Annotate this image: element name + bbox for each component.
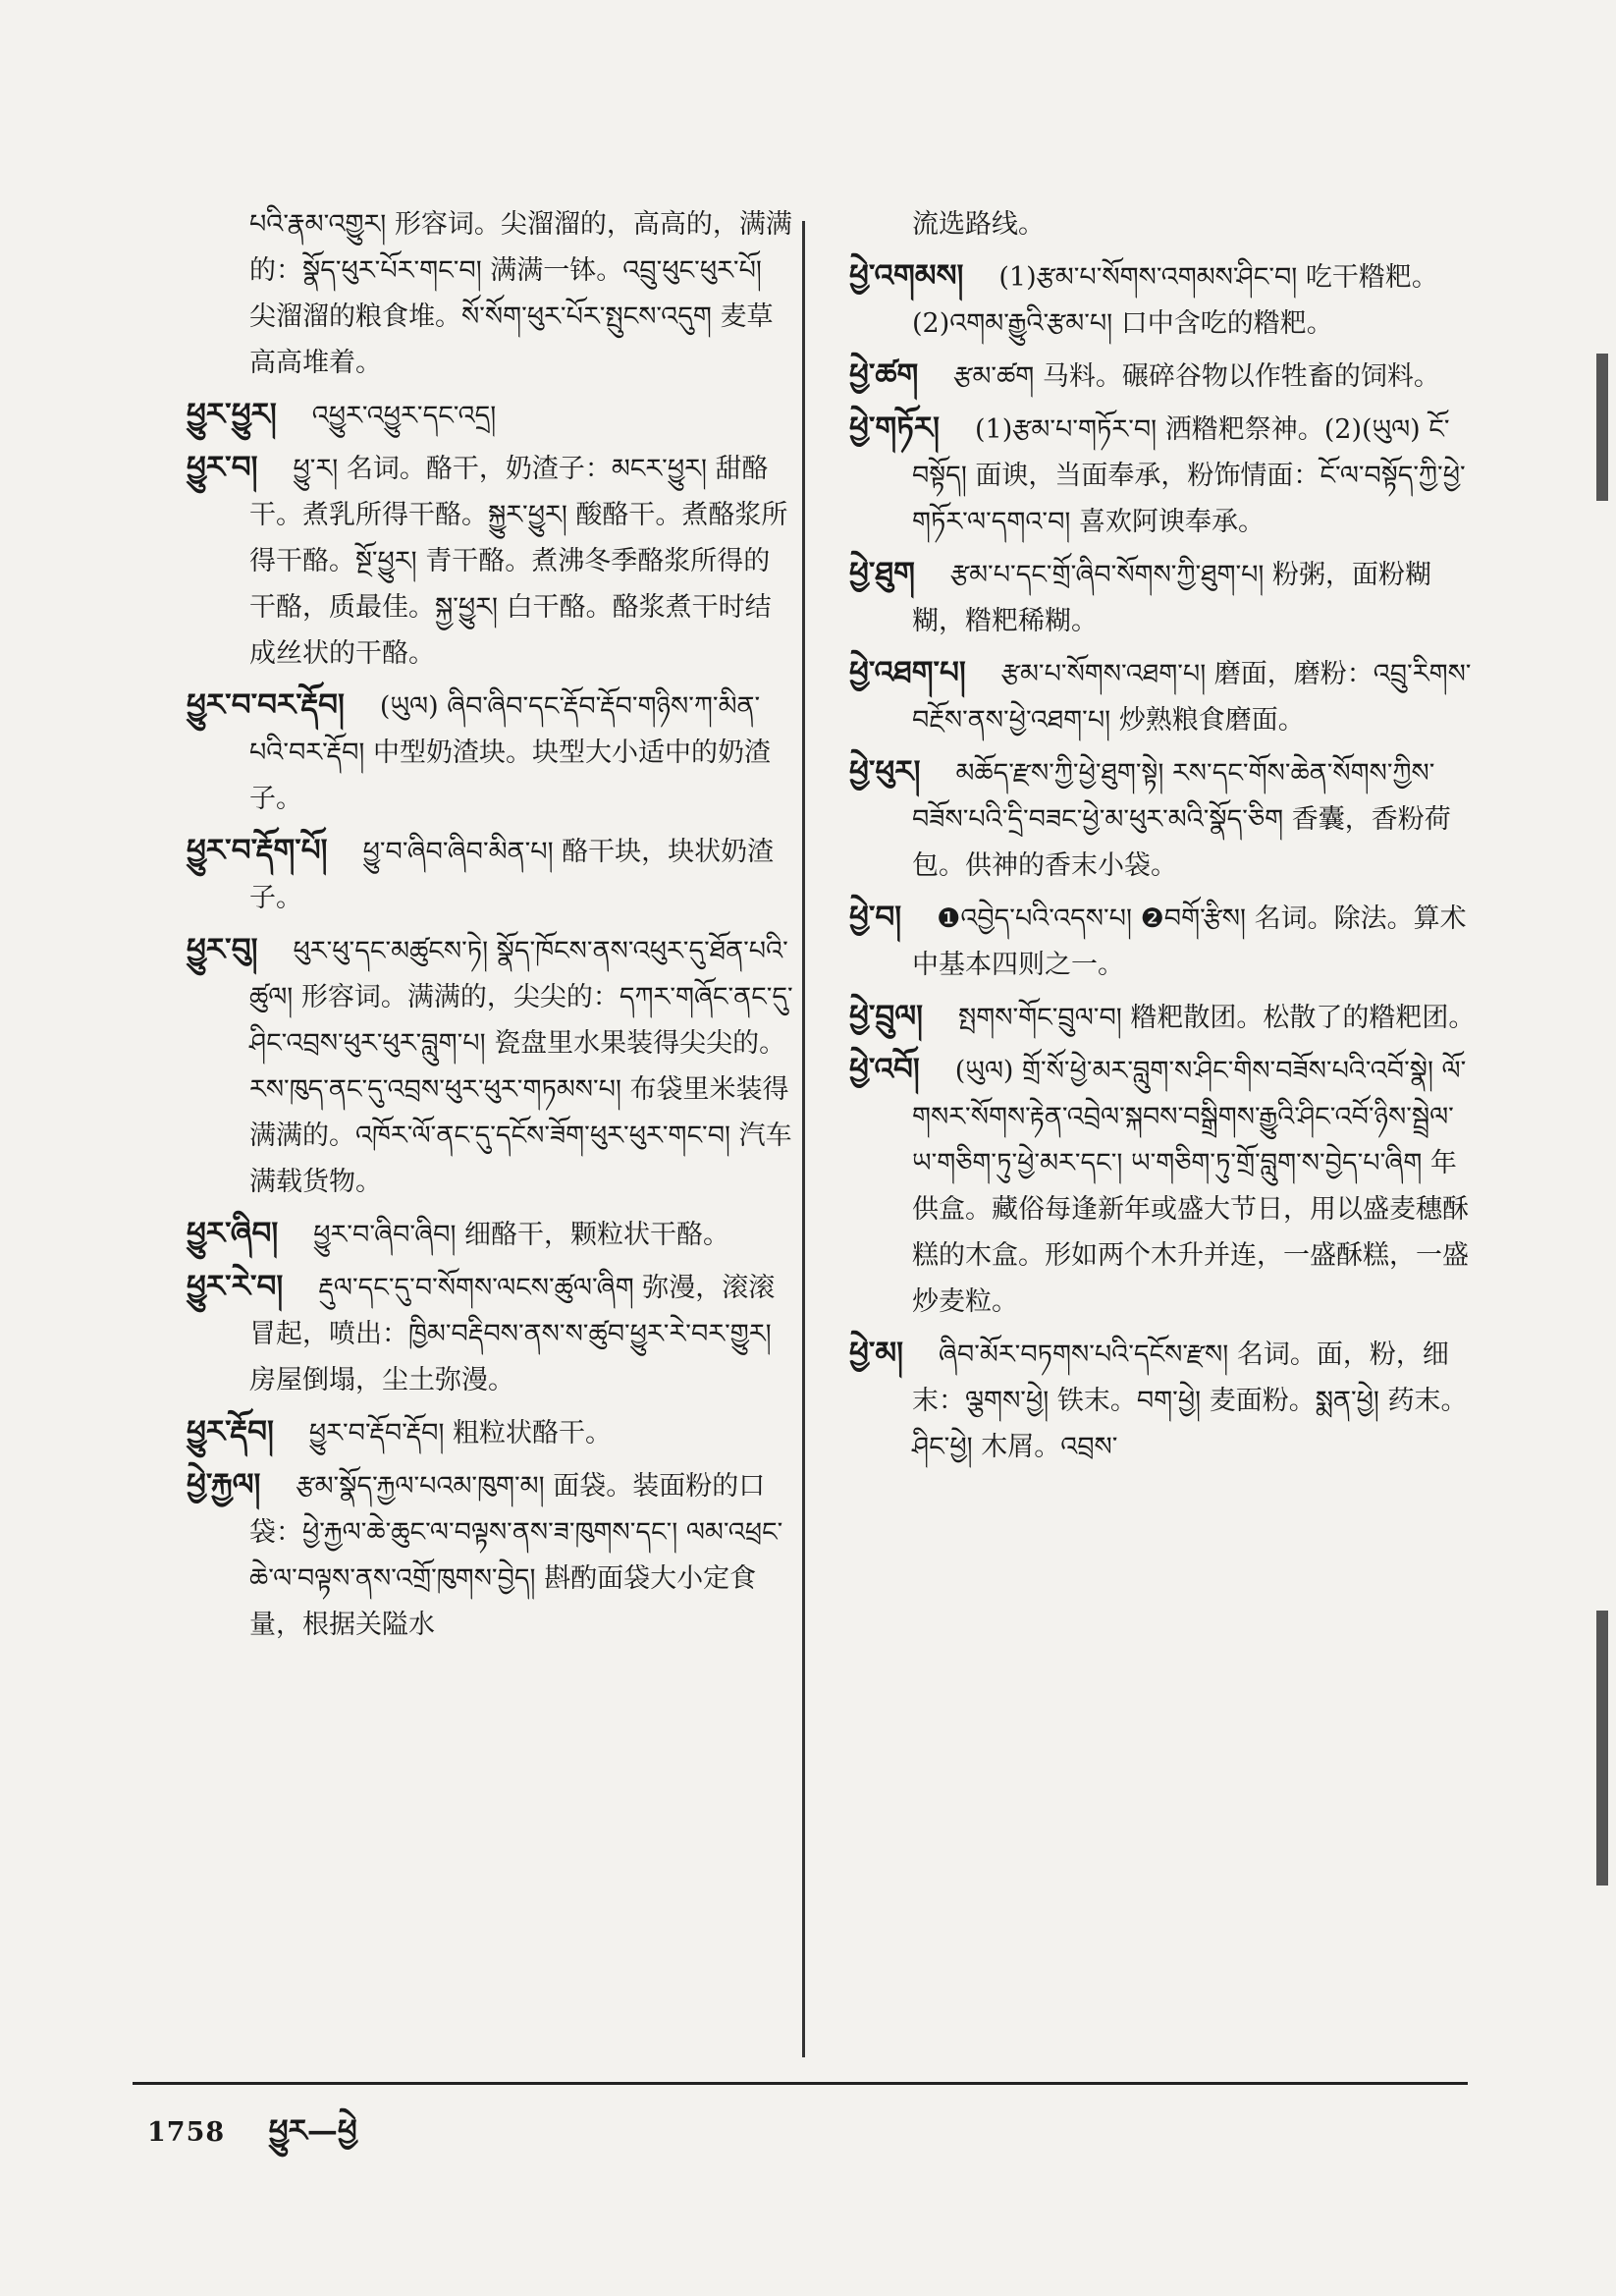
page-number: 1758 — [147, 2117, 226, 2148]
entry-definition: རྩམ་པ་སོགས་འཐག་པ། 磨面，磨粉：འབྲུ་རིགས་བརྔོས་ནས་ཕྱེ་འཐག་པ། 炒熟粮食磨面。 — [912, 659, 1472, 736]
entry-definition: 流选路线。 — [912, 209, 1045, 240]
dictionary-entry — [849, 994, 1478, 1041]
entry-headword: ཕྱེ་བ། — [849, 900, 902, 935]
entry-definition: ཕྱུ་ར། 名词。酪干，奶渣子：མངར་ཕྱུར། 甜酪干。煮乳所得干酪。སྐྱུར་ཕྱུར། 酸酪干。煮酪浆所得干酪。སྔོ་ཕྱུར། 青干酪。煮沸冬季酪浆所得的干酪，质最佳。སྐྱ་ཕྱུར། 白干酪。酪浆煮干时结成丝状的干酪。 — [249, 454, 788, 669]
dictionary-entry — [849, 749, 1478, 889]
entry-headword: ཕྱུར་ཕྱུར། — [187, 397, 277, 432]
entry-headword: ཕྱུར་བུ། — [187, 932, 258, 967]
dictionary-entry — [849, 895, 1478, 988]
entry-definition: ཕྱུར་བ་རྡོབ་རྡོབ། 粗粒状酪干。 — [308, 1418, 613, 1449]
entry-definition: ཕྱུར་བ་ཞིབ་ཞིབ། 细酪干，颗粒状干酪。 — [313, 1220, 730, 1250]
scan-edge-mark — [1596, 354, 1608, 501]
entry-definition: (ཡུལ) གྲོ་སོ་ཕྱེ་མར་བླུག་ས་ཤིང་གིས་བཟོས་པའི་འབོ་སྣེ། ལོ་གསར་སོགས་རྟེན་འབྲེལ་སྐབས་བསྒྲིགས་རྒྱུའི་ཤིང་འབོ་ཉིས་སྦྲེལ་ཡ་གཅིག་ཏུ་ཕྱེ་མར་དང་། ཡ་གཅིག་ཏུ་གྲོ་བླུག་ས་བྱེད་པ་ཞིག 年供盒。藏俗每逢新年或盛大节日，用以盛麦穗酥糕的木盒。形如两个木升并连，一盛酥糕，一盛炒麦粒。 — [912, 1056, 1469, 1317]
dictionary-entry — [187, 1211, 795, 1258]
entry-definition: ཕྱུ་བ་ཞིབ་ཞིབ་མིན་པ། 酪干块，块状奶渣子。 — [249, 837, 775, 913]
entry-headword: ཕྱུར་བ། — [187, 450, 258, 485]
page-footer — [147, 2097, 357, 2182]
entry-headword: ཕྱེ་ཕུར། — [849, 754, 921, 790]
entry-definition: (ཡུལ) ཞིབ་ཞིབ་དང་རྡོབ་རྡོབ་གཉིས་ཀ་མིན་པའི་བར་རྡོབ། 中型奶渣块。块型大小适中的奶渣子。 — [249, 691, 771, 814]
column-divider — [802, 221, 805, 2057]
entry-definition: ཞིབ་མོར་བཏགས་པའི་དངོས་རྫས། 名词。面，粉，细末：ལྕགས་ཕྱེ། 铁末。བག་ཕྱེ། 麦面粉。སྨན་ཕྱེ། 药末。ཤིང་ཕྱེ། 木屑。འབྲས་ — [912, 1339, 1468, 1462]
entry-headword: ཕྱུར་བ་བར་རྡོབ། — [187, 687, 345, 723]
entry-headword: ཕྱེ་འབོ། — [849, 1052, 920, 1087]
entry-headword: ཕྱེ་ཐུག — [849, 556, 915, 591]
entry-headword: ཕྱུར་ཞིབ། — [187, 1216, 279, 1251]
entry-headword: ཕྱེ་རྐྱལ། — [187, 1467, 261, 1503]
dictionary-entry — [849, 1047, 1478, 1325]
entry-definition: ❶འབྱེད་པའི་འདས་པ། ❷བགོ་རྩིས། 名词。除法。算术中基本四则之一。 — [912, 903, 1467, 980]
entry-headword: ཕྱེ་འགམས། — [849, 258, 964, 294]
entry-headword: ཕྱེ་མ། — [849, 1336, 904, 1371]
entry-headword: ཕྱེ་གཏོར། — [849, 410, 941, 446]
entry-definition: རྡུལ་དང་དུ་བ་སོགས་ལངས་ཚུལ་ཞིག 弥漫，滚滚冒起，喷出：ཁྱིམ་བརྡིབས་ནས་ས་ཚུབ་ཕྱུར་རེ་བར་གྱུར། 房屋倒塌，尘土弥漫。 — [249, 1273, 776, 1395]
dictionary-entry — [187, 1409, 795, 1456]
dictionary-entry — [187, 1264, 795, 1403]
dictionary-entry — [849, 353, 1478, 400]
dictionary-entry — [849, 650, 1478, 743]
entry-definition: འཕྱུར་འཕྱུར་དང་འདྲ། — [311, 401, 497, 431]
dictionary-entry — [187, 445, 795, 677]
dictionary-entry — [187, 1462, 795, 1648]
left-column — [187, 201, 795, 1654]
entry-definition: རྩམ་པ་དང་གྲོ་ཞིབ་སོགས་ཀྱི་ཐུག་པ། 粉粥，面粉糊糊，糌粑稀糊。 — [912, 560, 1432, 636]
entry-definition: མཆོད་རྫས་ཀྱི་ཕྱེ་ཐུག་སྟེ། རས་དང་གོས་ཆེན་སོགས་ཀྱིས་བཟོས་པའི་དྲི་བཟང་ཕྱེ་མ་ཕུར་མའི་སྣོད་ཅིག 香囊，香粉荷包。供神的香末小袋。 — [912, 758, 1451, 881]
entry-headword: ཕྱེ་འཐག་པ། — [849, 655, 966, 690]
dictionary-entry — [187, 828, 795, 921]
dictionary-entry — [187, 683, 795, 822]
dictionary-entry — [849, 1331, 1478, 1470]
footer-rule — [133, 2082, 1468, 2085]
entry-headword: ཕྱུར་རེ་བ། — [187, 1269, 284, 1304]
entry-definition: རྩམ་ཚག 马料。碾碎谷物以作牲畜的饲料。 — [953, 361, 1440, 392]
entry-definition: (1)རྩམ་པ་གཏོར་བ། 洒糌粑祭神。(2)(ཡུལ) ངོ་བསྟོད། 面谀，当面奉承，粉饰情面：ངོ་ལ་བསྟོད་ཀྱི་ཕྱེ་གཏོར་ལ་དགའ་བ། 喜欢阿谀奉承。 — [912, 414, 1466, 537]
entry-continuation — [187, 201, 795, 386]
entry-definition: (1)རྩམ་པ་སོགས་འགམས་ཤིང་བ། 吃干糌粑。(2)འགམ་རྒྱུའི་རྩམ་པ། 口中含吃的糌粑。 — [912, 262, 1438, 339]
scan-edge-mark — [1596, 1611, 1608, 1886]
entry-definition: རྩམ་སྣོད་རྐྱལ་པའམ་ཁུག་མ། 面袋。装面粉的口袋：ཕྱེ་རྐྱལ་ཆེ་ཆུང་ལ་བལྟས་ནས་ཟ་ཁུགས་དང་། ལམ་འཕྲང་ཆེ་ལ་བལྟས་ནས་འགྲོ་ཁུགས་བྱེད། 斟酌面袋大小定食量，根据关隘水 — [249, 1471, 783, 1640]
entry-headword: ཕྱུར་རྡོབ། — [187, 1414, 274, 1449]
dictionary-entry — [187, 392, 795, 439]
right-column — [849, 201, 1478, 1476]
dictionary-entry — [849, 253, 1478, 347]
entry-headword: ཕྱུར་བ་རྡོག་པོ། — [187, 833, 328, 868]
dictionary-entry — [849, 406, 1478, 545]
entry-definition: ཕུར་ཕུ་དང་མཚུངས་ཏེ། སྣོད་ཁོངས་ནས་འཕུར་དུ་ཐོན་པའི་ཚུལ། 形容词。满满的，尖尖的：དཀར་གཞོང་ནང་དུ་ཤིང་འབྲས་ཕུར་ཕུར་བླུག་པ། 瓷盘里水果装得尖尖的。རས་ཁུད་ནང་དུ་འབྲས་ཕུར་ཕུར་གཏམས་པ། 布袋里米装得满满的。འཁོར་ལོ་ནང་དུ་དངོས་ཟོག་ཕུར་ཕུར་གང་བ། 汽车满载货物。 — [249, 936, 793, 1197]
entry-headword: ཕྱེ་ཚག — [849, 357, 919, 393]
dictionary-entry — [187, 927, 795, 1205]
entry-continuation — [849, 201, 1478, 247]
entry-definition: པའི་རྣམ་འགྱུར། 形容词。尖溜溜的，高高的，满满的：སྣོད་ཕུར་པོར་གང་བ། 满满一钵。འབྲུ་ཕུང་ཕུར་པོ། 尖溜溜的粮食堆。སོ་སོག་ཕུར་པོར་སྤུངས་འདུག 麦草高高堆着。 — [249, 209, 792, 378]
headword-range: ཕྱུར—ཕྱེ — [268, 2113, 357, 2149]
dictionary-entry — [849, 551, 1478, 644]
entry-headword: ཕྱེ་བྲུལ། — [849, 999, 924, 1034]
entry-definition: སྤགས་གོང་བྲུལ་བ། 糌粑散团。松散了的糌粑团。 — [958, 1003, 1476, 1033]
